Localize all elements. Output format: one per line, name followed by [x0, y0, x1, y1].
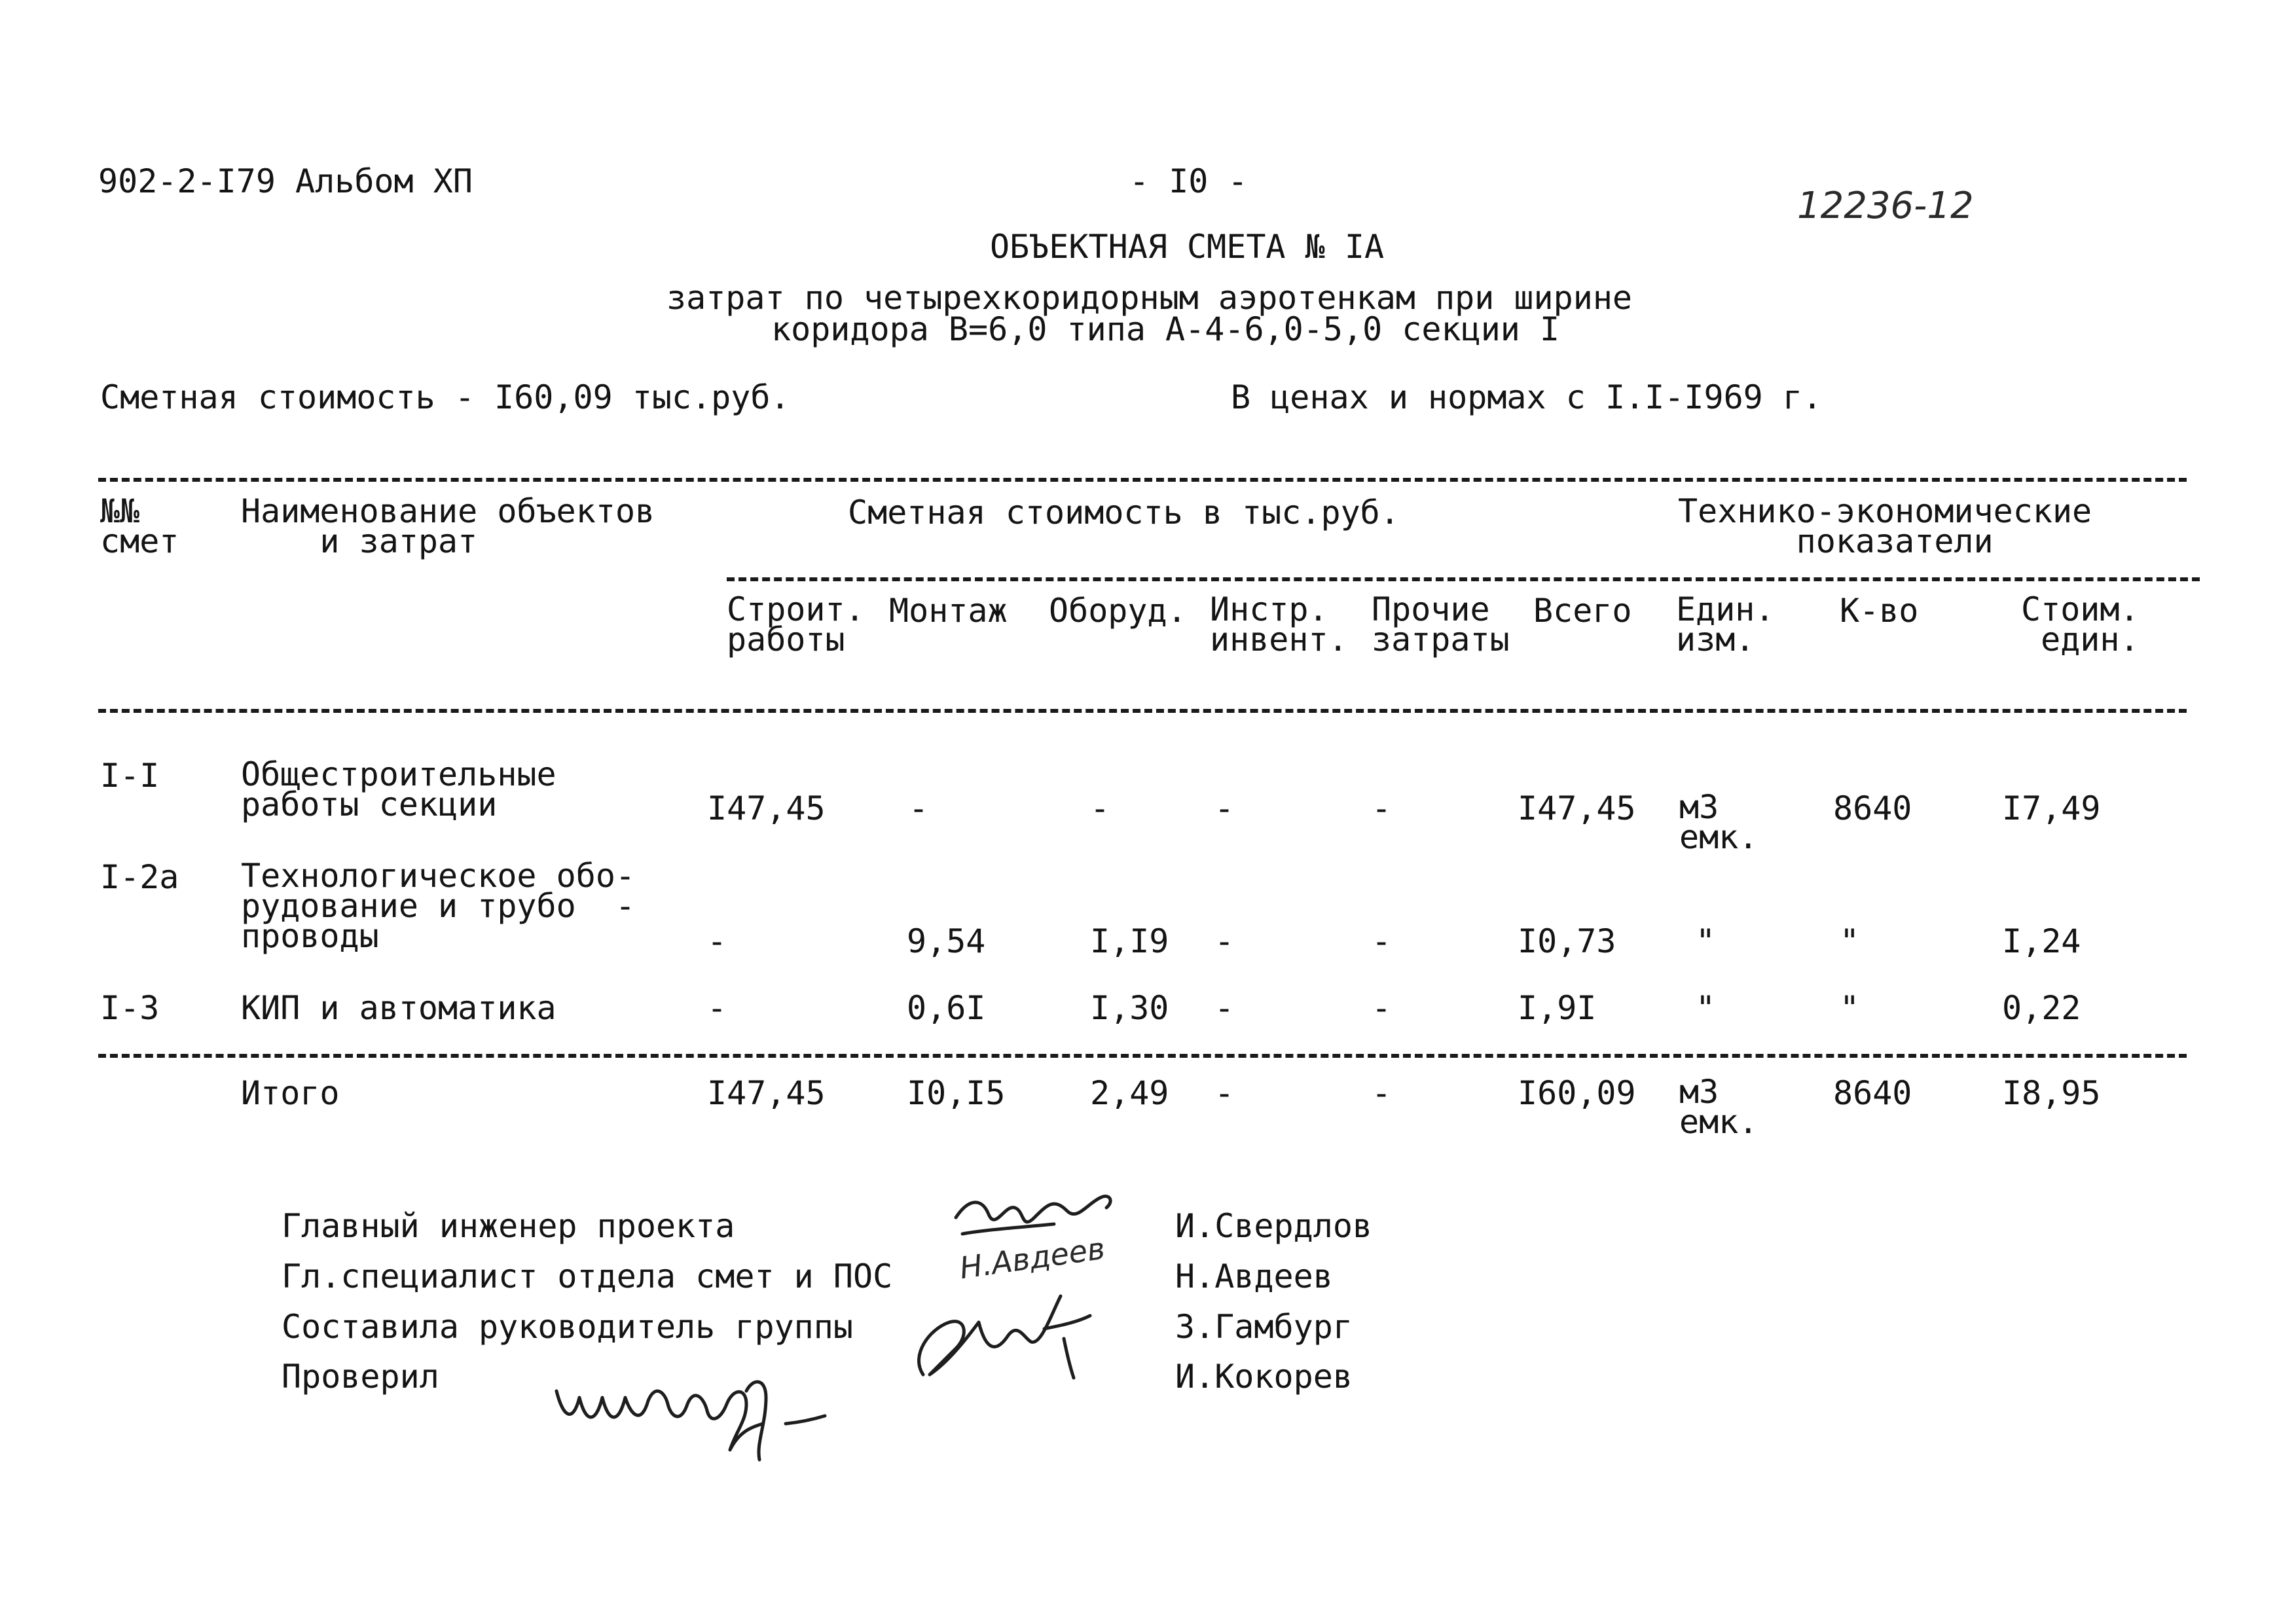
- row-total: I,9I: [1518, 989, 1597, 1027]
- row-instr: -: [1214, 922, 1235, 960]
- signature-name-avdeev: Н.Авдеев: [1175, 1257, 1333, 1295]
- row-unit-cost: I,24: [2002, 922, 2081, 960]
- total-mount: I0,I5: [907, 1074, 1006, 1112]
- header-qty: К-во: [1840, 592, 1919, 630]
- handwritten-code: 12236-12: [1797, 185, 1974, 227]
- header-unit: Един. изм.: [1676, 590, 1775, 659]
- row-number: I-3: [100, 989, 160, 1027]
- handwritten-signature-avdeev: Н.Авдеев: [957, 1230, 1107, 1286]
- row-build: -: [707, 922, 727, 960]
- row-unit: ": [1696, 922, 1716, 960]
- row-build: -: [707, 989, 727, 1027]
- total-other: -: [1372, 1074, 1392, 1112]
- header-item-name: Наименование объектов и затрат: [241, 492, 655, 560]
- header-other: Прочие затраты: [1372, 590, 1510, 659]
- header-mount: Монтаж: [889, 592, 1008, 630]
- doc-code: 902-2-I79 Альбом ХП: [98, 162, 473, 200]
- signature-name-sverdlov: И.Свердлов: [1175, 1207, 1373, 1245]
- total-instr: -: [1214, 1074, 1235, 1112]
- signature-role-chief-engineer: Главный инженер проекта: [282, 1207, 735, 1245]
- header-estimate-number: №№ смет: [100, 492, 179, 560]
- table-top-rule: [98, 478, 2187, 482]
- total-unit-cost: I8,95: [2002, 1074, 2101, 1112]
- row-instr: -: [1214, 789, 1235, 827]
- row-name: Общестроительные работы секции: [241, 755, 556, 823]
- signature-name-kokorev: И.Кокорев: [1175, 1358, 1353, 1396]
- total-build: I47,45: [707, 1074, 826, 1112]
- row-unit-cost: I7,49: [2002, 789, 2101, 827]
- row-mount: 0,6I: [907, 989, 986, 1027]
- total-label: Итого: [241, 1074, 340, 1112]
- subtitle-line-1: затрат по четырехкоридорным аэротенкам при ширине: [666, 279, 1633, 317]
- signature-role-estimates-specialist: Гл.специалист отдела смет и ПОС: [282, 1257, 893, 1295]
- row-instr: -: [1214, 989, 1235, 1027]
- row-qty: ": [1840, 989, 1860, 1027]
- header-equip: Оборуд.: [1049, 592, 1187, 630]
- total-unit: м3 емк.: [1679, 1073, 1758, 1141]
- row-name: КИП и автоматика: [241, 989, 556, 1027]
- row-name: Технологическое обо- рудование и трубо - проводы: [241, 857, 636, 955]
- header-tech-group: Технико-экономические показатели: [1678, 492, 2092, 560]
- row-qty: ": [1840, 922, 1860, 960]
- price-basis: В ценах и нормах с I.I-I969 г.: [1231, 378, 1823, 416]
- header-group-rule: [727, 577, 2200, 581]
- header-total: Всего: [1533, 592, 1632, 630]
- signature-role-group-leader: Составила руководитель группы: [282, 1308, 853, 1346]
- row-mount: -: [909, 789, 929, 827]
- row-unit: м3 емк.: [1679, 788, 1758, 856]
- row-other: -: [1372, 789, 1392, 827]
- total-equip: 2,49: [1090, 1074, 1169, 1112]
- row-mount: 9,54: [907, 922, 986, 960]
- row-total: I0,73: [1518, 922, 1616, 960]
- handwritten-signature-kokorev: [550, 1352, 864, 1470]
- row-build: I47,45: [707, 789, 826, 827]
- signature-role-checker: Проверил: [282, 1358, 439, 1396]
- total-qty: 8640: [1833, 1074, 1912, 1112]
- row-equip: -: [1090, 789, 1110, 827]
- total-separator-rule: [98, 1054, 2187, 1058]
- header-build: Строит. работы: [727, 590, 865, 659]
- estimated-cost: Сметная стоимость - I60,09 тыс.руб.: [100, 378, 790, 416]
- row-unit-cost: 0,22: [2002, 989, 2081, 1027]
- row-equip: I,I9: [1090, 922, 1169, 960]
- document-title: ОБЪЕКТНАЯ СМЕТА № IA: [990, 228, 1385, 266]
- subtitle-line-2: коридора В=6,0 типа А-4-6,0-5,0 секции I: [771, 310, 1560, 348]
- row-number: I-I: [100, 757, 160, 795]
- row-unit: ": [1696, 989, 1716, 1027]
- header-unit-cost: Стоим. един.: [2021, 590, 2140, 659]
- row-number: I-2а: [100, 858, 179, 896]
- signature-name-gamburg: З.Гамбург: [1175, 1308, 1353, 1346]
- page-number: - I0 -: [1129, 162, 1248, 200]
- row-equip: I,30: [1090, 989, 1169, 1027]
- handwritten-signature-gamburg: [903, 1276, 1100, 1388]
- header-cost-group: Сметная стоимость в тыс.руб.: [848, 494, 1400, 532]
- row-total: I47,45: [1518, 789, 1636, 827]
- total-total: I60,09: [1518, 1074, 1636, 1112]
- row-other: -: [1372, 922, 1392, 960]
- row-other: -: [1372, 989, 1392, 1027]
- row-qty: 8640: [1833, 789, 1912, 827]
- header-bottom-rule: [98, 709, 2187, 713]
- header-instr: Инстр. инвент.: [1210, 590, 1348, 659]
